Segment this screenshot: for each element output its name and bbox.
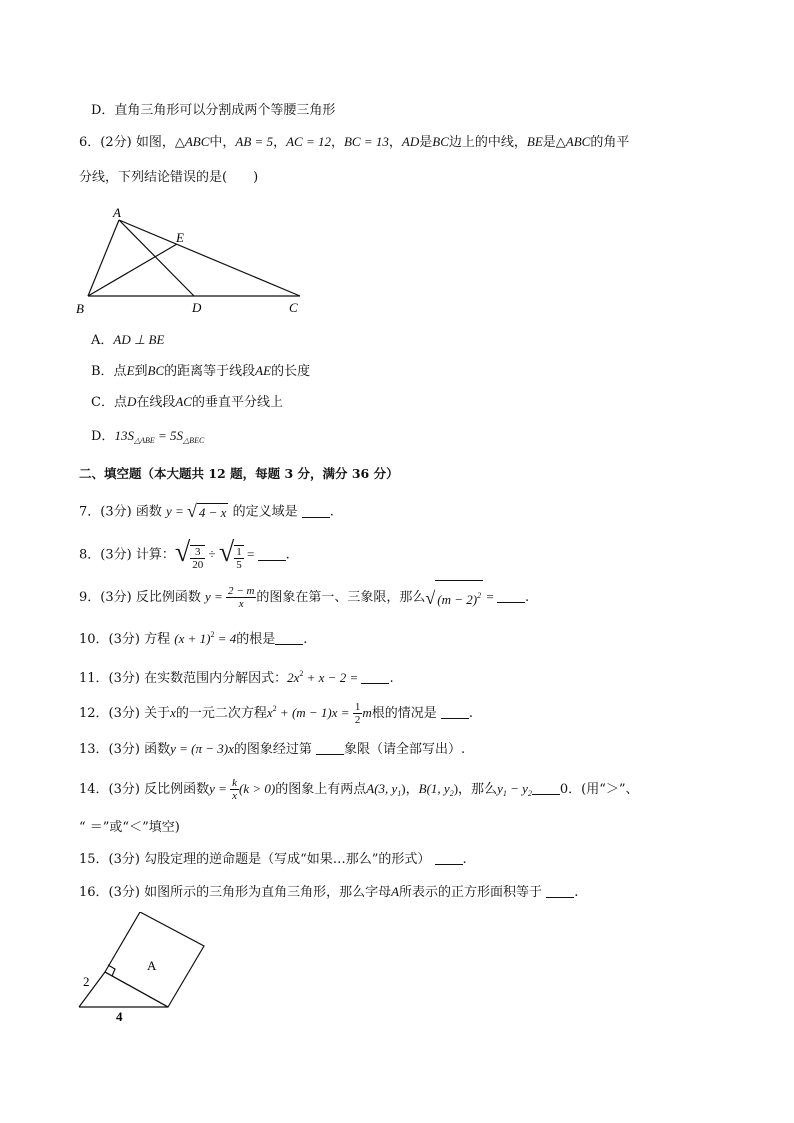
q7-radical: √ 4 − x	[187, 501, 227, 521]
q12-e3: m	[362, 705, 372, 720]
q6-abc: ABC	[565, 134, 591, 149]
q8-num2: 1	[236, 546, 242, 559]
option-math: AC	[175, 394, 192, 409]
q14-sub: 2	[527, 789, 532, 798]
q9-den: x	[238, 598, 244, 610]
option-label: A．	[91, 333, 114, 348]
answer-blank[interactable]	[361, 671, 389, 684]
answer-blank[interactable]	[532, 782, 560, 795]
q11-end: .	[389, 671, 394, 686]
q7-text: 的定义域是	[232, 504, 298, 520]
q14-text: 的图象上有两点	[275, 782, 367, 797]
q6-stem-line1: 6．(2分) 如图，△ABC中，AB = 5，AC = 12，BC = 13，AD是BC边上的中线，BE是△ABC的角平	[79, 134, 630, 150]
side-ab	[88, 220, 119, 296]
q6-ab: AB = 5	[235, 134, 274, 149]
q9-num: 2 − m	[228, 585, 255, 597]
q6-triangle-figure	[72, 200, 312, 320]
q7	[79, 502, 334, 522]
q6-be: BE	[526, 134, 543, 149]
label-side-4: 4	[116, 1009, 123, 1024]
q14-cmp: y	[497, 781, 503, 796]
q13-text: 的图象经过第	[233, 742, 312, 757]
option-math: D	[126, 394, 137, 409]
q7-end: .	[329, 504, 334, 520]
q16-end: .	[574, 885, 579, 900]
q10	[79, 626, 307, 649]
q12-fraction	[353, 701, 363, 726]
label-e: E	[176, 230, 184, 245]
q8-div: ÷	[205, 546, 219, 562]
label-b: B	[76, 301, 84, 316]
q9-exp: 2	[477, 591, 482, 600]
q12-e1: x	[266, 705, 273, 720]
q7-text: 7．(3分) 函数	[79, 504, 162, 520]
q9-fn: y =	[204, 589, 227, 604]
q10-eq: (x + 1)	[174, 631, 211, 646]
q12-text: 根的情况是	[371, 706, 437, 721]
q13-fn: y = (π − 3)x	[170, 741, 234, 756]
q12	[79, 694, 473, 724]
q13	[79, 740, 465, 759]
option-text: 的距离等于线段	[164, 364, 256, 379]
q7-fn: y =	[165, 503, 188, 519]
q10-exp: 2	[210, 630, 215, 639]
q12-text: 12．(3分) 关于	[79, 706, 171, 721]
q10-text: 10．(3分) 方程	[79, 632, 171, 647]
option-subscript: △ABE	[133, 436, 155, 445]
q9-text: 的图象在第一、三象限，那么	[256, 590, 426, 605]
option-math: BC	[147, 363, 165, 378]
answer-blank[interactable]	[546, 885, 574, 898]
q13-text: 13．(3分) 函数	[79, 742, 171, 757]
option-label: D．	[91, 429, 115, 444]
q8-radical-1: √ $\frac{3}{20}$	[174, 537, 204, 572]
option-text: 的垂直平分线上	[191, 395, 283, 410]
q6-bc: BC	[432, 134, 449, 149]
answer-blank[interactable]	[275, 632, 303, 645]
q14-cmp: − y	[506, 781, 528, 796]
q8-den1: 20	[192, 559, 204, 572]
q6-ad: AD	[401, 134, 420, 149]
q14-paren: )	[453, 781, 459, 796]
option-text: C．点	[91, 395, 127, 410]
q6-bc: BC = 13	[343, 134, 389, 149]
section-title: 二、填空题（本大题共 12 题，每题 3 分，满分 36 分）	[79, 466, 399, 481]
q9-radical: √ $(m - 2)^2$	[425, 580, 483, 615]
q6-text: 边上的中线，	[448, 135, 527, 150]
q11-exp: 2	[299, 669, 304, 678]
q13-text: 象限（请全部写出）.	[344, 742, 466, 757]
q6-stem-line2: 分线，下列结论错误的是( )	[79, 170, 259, 185]
q15	[79, 851, 467, 869]
q7-radicand: 4 − x	[198, 505, 227, 520]
q8-text: 8．(3分) 计算：	[79, 547, 175, 563]
q6-ac: AC = 12	[286, 134, 331, 149]
q14-text: 14．(3分) 反比例函数	[79, 782, 210, 797]
q12-exp: 2	[272, 704, 277, 713]
q16-text: 所表示的正方形面积等于	[399, 885, 543, 900]
q14-text: ，那么	[458, 782, 498, 797]
q12-e2: + (m − 1)x =	[276, 705, 353, 720]
q14-cond: (k > 0)	[239, 781, 276, 796]
option-text: 的长度	[271, 364, 311, 379]
q6-text: 是	[419, 135, 433, 150]
q14-sep: ，	[405, 782, 419, 797]
q14-sub: 2	[449, 789, 454, 798]
q12-num: 1	[354, 701, 361, 713]
q6-text: 的角平	[590, 135, 630, 150]
q8-end: .	[285, 547, 290, 563]
option-text: 到	[134, 364, 148, 379]
q9-eq: =	[483, 589, 497, 604]
q16-a: A	[391, 884, 400, 899]
q12-x: x	[170, 705, 176, 720]
q9-text: 9．(3分) 反比例函数	[79, 590, 201, 605]
q10-end: .	[303, 632, 308, 647]
q15-text: 15．(3分) 勾股定理的逆命题是（写成“如果…那么”的形式）	[79, 852, 431, 867]
q6-text: 6．(2分) 如图，△	[79, 135, 185, 150]
q12-end: .	[468, 706, 473, 721]
q14-den: x	[232, 790, 238, 802]
q9-end: .	[524, 590, 530, 605]
label-side-2: 2	[83, 974, 90, 989]
q6-option-b	[91, 362, 310, 381]
q8-den2: 5	[236, 559, 242, 572]
answer-blank[interactable]	[497, 590, 525, 603]
side-ac	[119, 220, 300, 296]
q8	[79, 536, 290, 570]
q14-line2: “ ＝”或“＜”填空)	[79, 820, 180, 835]
answer-blank[interactable]	[441, 706, 469, 719]
q6-text: 是△	[542, 135, 566, 150]
label-c: C	[289, 300, 298, 315]
q14-num: k	[232, 777, 238, 789]
label-square-a: A	[147, 958, 157, 973]
q16	[79, 883, 578, 902]
q14-text: 0．(用“＞”、	[559, 782, 639, 797]
bisector-be	[88, 244, 177, 296]
q14-point-a: A(3, y	[366, 781, 398, 796]
q8-eq: =	[243, 546, 258, 562]
label-a: A	[113, 205, 121, 220]
q9-radicand: (m − 2)	[437, 592, 478, 607]
option-math: = 5S	[154, 428, 184, 443]
q15-end: .	[462, 852, 467, 867]
answer-blank[interactable]	[258, 548, 286, 561]
q10-eq2: = 4	[214, 631, 237, 646]
q12-den: 2	[354, 714, 361, 726]
q16-text: 16．(3分) 如图所示的三角形为直角三角形，那么字母	[79, 885, 392, 900]
q11-e2: + x − 2 =	[303, 670, 362, 685]
option-math: 13S	[114, 428, 134, 443]
q12-text: 的一元二次方程	[175, 706, 267, 721]
q14-paren: )	[401, 781, 406, 796]
q6-abc: ABC	[184, 134, 210, 149]
q6-text: 中，	[209, 135, 236, 150]
q6-option-c	[91, 393, 283, 412]
option-math: AE	[255, 363, 272, 378]
option-text: 在线段	[136, 395, 176, 410]
q11-e1: 2x	[287, 670, 300, 685]
option-math: E	[126, 363, 135, 378]
option-text: B．点	[91, 364, 127, 379]
option-subscript: △BEC	[183, 436, 205, 445]
answer-blank[interactable]	[316, 742, 344, 755]
q14-fraction	[230, 777, 239, 802]
q11-text: 11．(3分) 在实数范围内分解因式：	[79, 671, 288, 686]
q8-radical-2: √ $\frac{1}{5}$	[218, 537, 242, 572]
q9-fraction	[226, 585, 256, 610]
q6-option-a	[91, 331, 164, 350]
label-d: D	[192, 300, 202, 315]
q16-square-figure	[70, 912, 220, 1027]
answer-blank[interactable]	[435, 852, 463, 865]
q14-point-b: B(1, y	[418, 781, 450, 796]
q6-option-d	[91, 427, 204, 450]
prev-option-d: D．直角三角形可以分割成两个等腰三角形	[91, 103, 336, 118]
q14-fn: y =	[209, 781, 231, 796]
q14-sub: 1	[397, 789, 402, 798]
option-a-math: AD ⊥ BE	[113, 332, 165, 347]
q9	[79, 580, 529, 610]
q14-line1	[79, 774, 639, 804]
q10-text: 的根是	[236, 632, 276, 647]
q14-sub: 1	[502, 789, 507, 798]
q8-num1: 3	[190, 546, 205, 559]
q11	[79, 665, 394, 688]
answer-blank[interactable]	[302, 505, 330, 518]
